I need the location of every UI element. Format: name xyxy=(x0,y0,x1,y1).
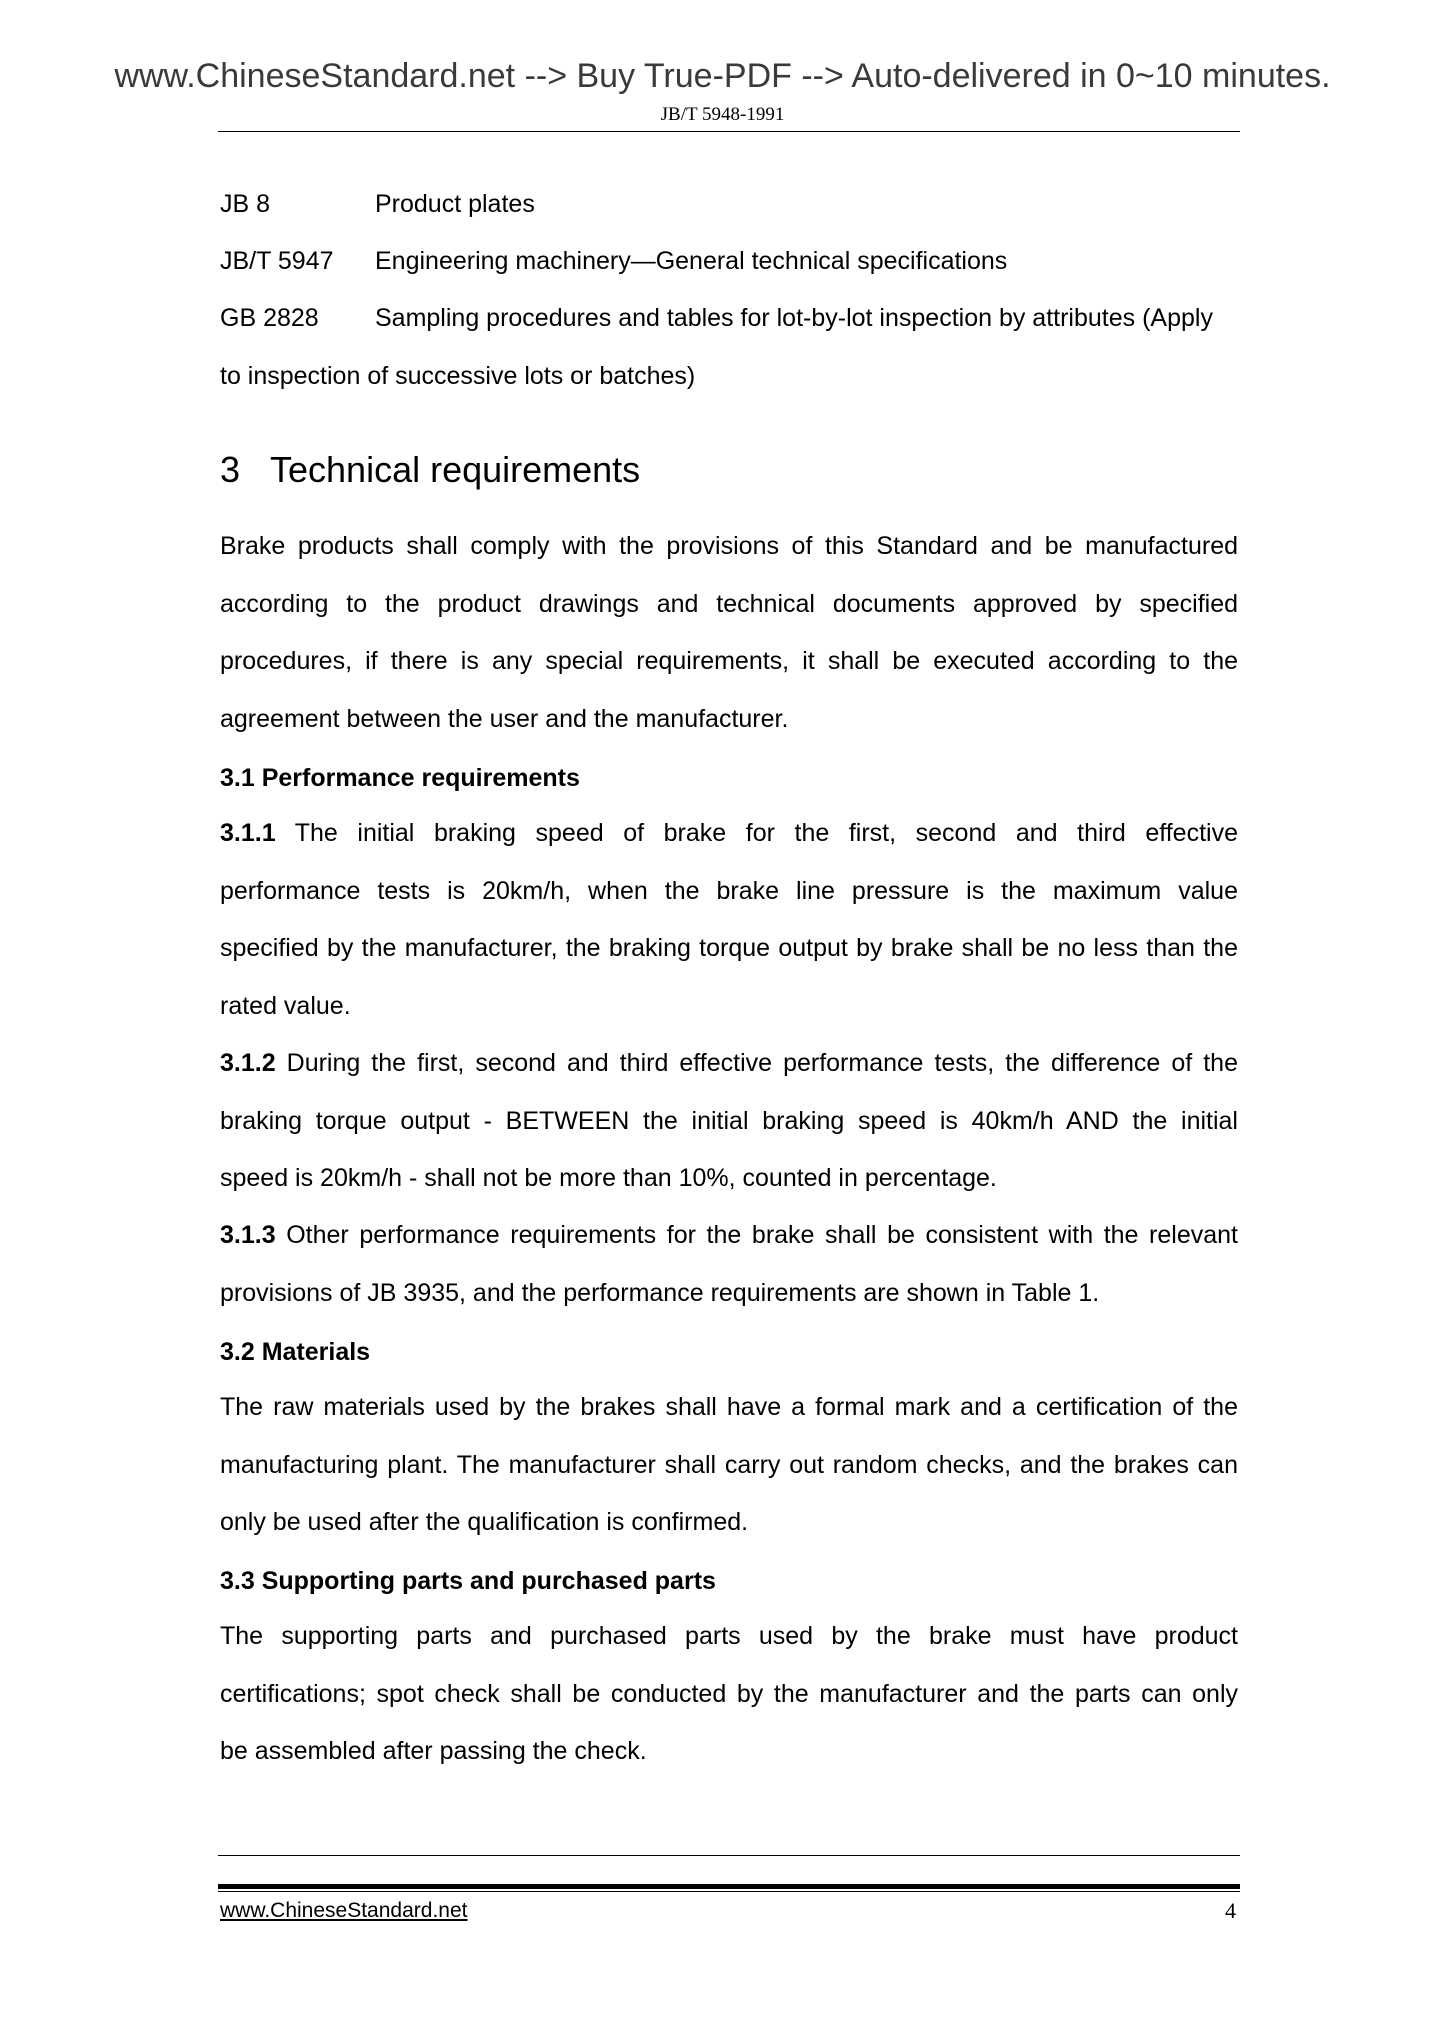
section-number: 3 xyxy=(220,449,241,490)
paragraph-line: be assembled after passing the check. xyxy=(220,1737,647,1765)
supporting-paragraph xyxy=(220,1608,1238,1781)
paragraph-line: speed is 20km/h - shall not be more than 10%, counted in percentage. xyxy=(220,1164,997,1192)
header-divider xyxy=(218,131,1240,132)
paragraph-line: only be used after the qualification is confirmed. xyxy=(220,1508,749,1536)
reference-row xyxy=(220,303,1238,333)
clause-text: During the first, second and third effective performance tests, the difference of the xyxy=(275,1049,1238,1077)
section-title xyxy=(220,448,640,492)
paragraph-line: rated value. xyxy=(220,991,351,1020)
reference-title: Sampling procedures and tables for lot-by-lot inspection by attributes (Apply xyxy=(375,304,1213,332)
paragraph-line: according to the product drawings and technical documents approved by specified xyxy=(220,589,1238,618)
materials-paragraph xyxy=(220,1379,1238,1552)
footer-thin-rule xyxy=(218,1891,1240,1892)
page-number: 4 xyxy=(1225,1898,1236,1923)
clause-label: 3.1.2 xyxy=(220,1049,276,1077)
reference-row xyxy=(220,189,535,219)
paragraph-line: agreement between the user and the manufacturer. xyxy=(220,704,789,733)
subheading-performance: 3.1 Performance requirements xyxy=(220,764,580,792)
paragraph-line: specified by the manufacturer, the braking torque output by brake shall be no less than the xyxy=(220,934,1238,962)
paragraph-line xyxy=(220,1035,1238,1093)
footer-website-link[interactable]: www.ChineseStandard.net xyxy=(220,1899,468,1922)
paragraph-line: manufacturing plant. The manufacturer shall carry out random checks, and the brakes can xyxy=(220,1450,1238,1479)
reference-title: Engineering machinery—General technical specifications xyxy=(375,247,1008,275)
clause-3-1-2 xyxy=(220,1035,1238,1208)
paragraph-line: procedures, if there is any special requirements, it shall be executed according to the xyxy=(220,647,1238,675)
subheading-materials: 3.2 Materials xyxy=(220,1338,371,1366)
reference-continuation: to inspection of successive lots or batches) xyxy=(220,362,696,390)
clause-3-1-3 xyxy=(220,1207,1238,1322)
paragraph-line: certifications; spot check shall be conducted by the manufacturer and the parts can only xyxy=(220,1679,1238,1708)
document-code: JB/T 5948-1991 xyxy=(660,104,785,125)
reference-code: JB/T 5947 xyxy=(220,247,334,275)
clause-3-1-1 xyxy=(220,805,1238,1035)
section-title-text: Technical requirements xyxy=(270,449,641,490)
paragraph-line: provisions of JB 3935, and the performance requirements are shown in Table 1. xyxy=(220,1278,1100,1307)
clause-label: 3.1.1 xyxy=(220,819,276,847)
clause-label: 3.1.3 xyxy=(220,1221,276,1249)
reference-code: JB 8 xyxy=(220,190,271,218)
paragraph-line: The raw materials used by the brakes shall have a formal mark and a certification of the xyxy=(220,1393,1238,1421)
reference-row xyxy=(220,246,1007,276)
footer-divider xyxy=(218,1855,1240,1856)
header-banner[interactable]: www.ChineseStandard.net --> Buy True-PDF --> Auto-delivered in 0~10 minutes. xyxy=(114,57,1331,95)
paragraph-line: performance tests is 20km/h, when the brake line pressure is the maximum value xyxy=(220,876,1238,905)
footer-thick-rule xyxy=(218,1884,1240,1889)
paragraph-line xyxy=(220,805,1238,863)
clause-text: The initial braking speed of brake for the first, second and third effective xyxy=(275,819,1238,847)
subheading-supporting-parts: 3.3 Supporting parts and purchased parts xyxy=(220,1567,716,1595)
reference-title: Product plates xyxy=(375,190,535,218)
clause-text: Other performance requirements for the brake shall be consistent with the relevant xyxy=(275,1221,1238,1249)
paragraph-line xyxy=(220,1207,1238,1265)
reference-code: GB 2828 xyxy=(220,304,319,332)
paragraph-line: Brake products shall comply with the provisions of this Standard and be manufactured xyxy=(220,532,1238,560)
paragraph-line: The supporting parts and purchased parts used by the brake must have product xyxy=(220,1622,1238,1650)
paragraph-line: braking torque output - BETWEEN the initial braking speed is 40km/h AND the initial xyxy=(220,1106,1238,1135)
intro-paragraph xyxy=(220,518,1238,748)
